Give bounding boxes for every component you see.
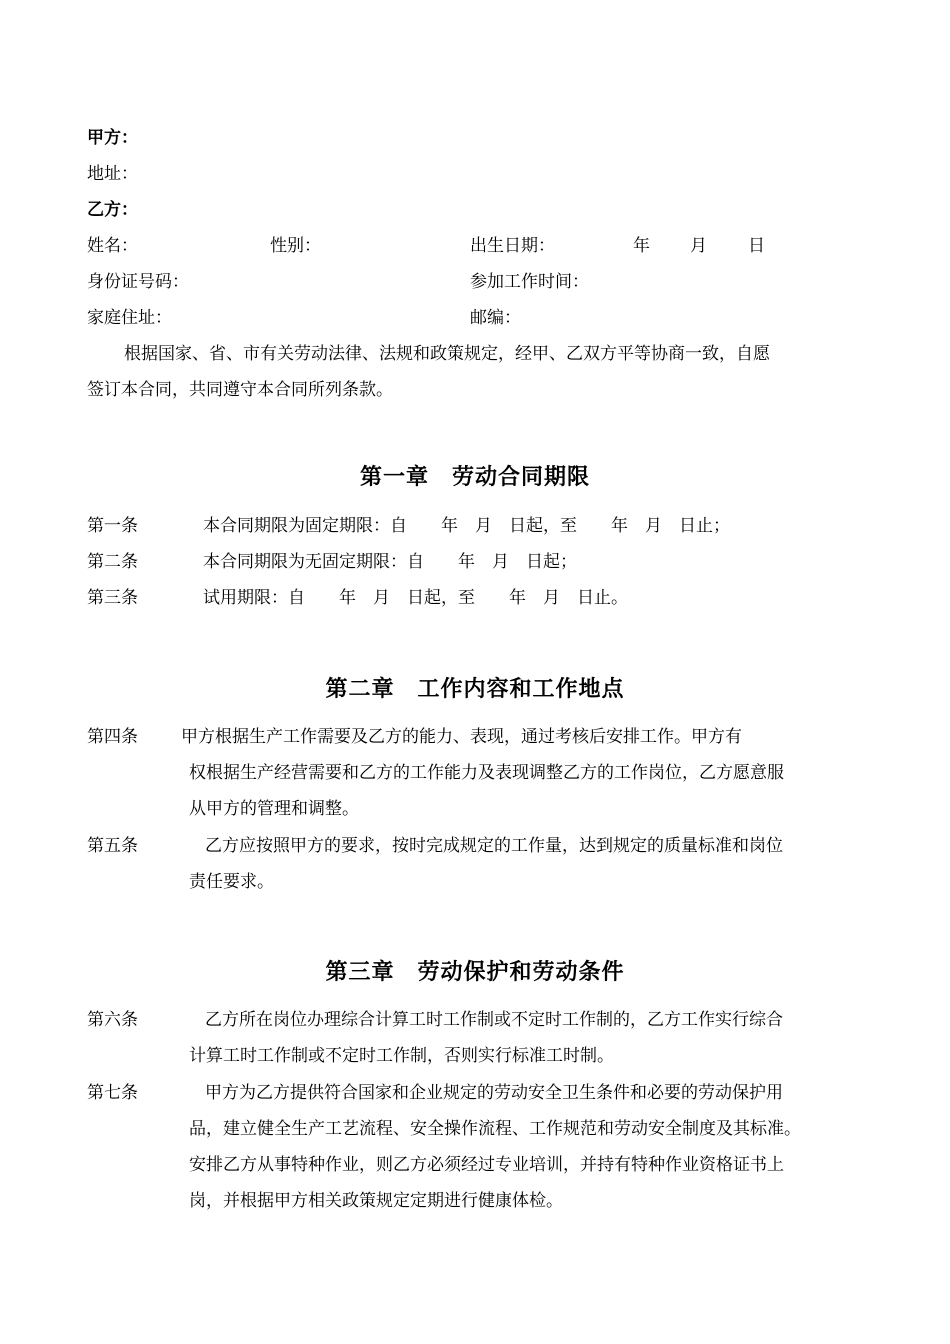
- chapter-2-title: 第二章 工作内容和工作地点: [325, 677, 625, 702]
- work-start-label: 参加工作时间：: [470, 272, 589, 292]
- article-5-number: 第五条: [87, 836, 138, 856]
- article-3-number: 第三条: [87, 588, 138, 608]
- name-label: 姓名：: [87, 236, 138, 256]
- birth-day-label: 日: [748, 236, 765, 256]
- article-1-text: 本合同期限为固定期限：自 年 月 日起，至 年 月 日止；: [203, 516, 730, 536]
- article-1-number: 第一条: [87, 516, 138, 536]
- article-6-number: 第六条: [87, 1010, 138, 1030]
- article-7-number: 第七条: [87, 1083, 138, 1103]
- article-7-line-2: 品，建立健全生产工艺流程、安全操作流程、工作规范和劳动安全制度及其标准。: [189, 1119, 801, 1139]
- preamble-line-2: 签订本合同，共同遵守本合同所列条款。: [87, 380, 393, 400]
- article-2-text: 本合同期限为无固定期限：自 年 月 日起；: [203, 552, 577, 572]
- chapter-3-title: 第三章 劳动保护和劳动条件: [325, 960, 625, 985]
- article-4-line-2: 权根据生产经营需要和乙方的工作能力及表现调整乙方的工作岗位，乙方愿意服: [189, 763, 784, 783]
- article-6-line-2: 计算工时工作制或不定时工作制，否则实行标准工时制。: [189, 1046, 614, 1066]
- article-6-line-1: 乙方所在岗位办理综合计算工时工作制或不定时工作制的，乙方工作实行综合: [205, 1010, 783, 1030]
- article-5-line-1: 乙方应按照甲方的要求，按时完成规定的工作量，达到规定的质量标准和岗位: [205, 836, 783, 856]
- article-3-text: 试用期限：自 年 月 日起，至 年 月 日止。: [203, 588, 628, 608]
- party-b-label: 乙方：: [87, 200, 138, 220]
- article-4-line-1: 甲方根据生产工作需要及乙方的能力、表现，通过考核后安排工作。甲方有: [181, 727, 742, 747]
- id-number-label: 身份证号码：: [87, 272, 189, 292]
- party-a-address-label: 地址：: [87, 164, 138, 184]
- postcode-label: 邮编：: [470, 308, 521, 328]
- birth-month-label: 月: [690, 236, 707, 256]
- article-4-line-3: 从甲方的管理和调整。: [189, 799, 359, 819]
- birth-date-label: 出生日期：: [470, 236, 555, 256]
- article-7-line-3: 安排乙方从事特种作业，则乙方必须经过专业培训，并持有特种作业资格证书上: [189, 1155, 784, 1175]
- article-2-number: 第二条: [87, 552, 138, 572]
- home-address-label: 家庭住址：: [87, 308, 172, 328]
- article-5-line-2: 责任要求。: [189, 872, 274, 892]
- article-7-line-4: 岗，并根据甲方相关政策规定定期进行健康体检。: [189, 1191, 563, 1211]
- gender-label: 性别：: [270, 236, 321, 256]
- article-4-number: 第四条: [87, 727, 138, 747]
- article-7-line-1: 甲方为乙方提供符合国家和企业规定的劳动安全卫生条件和必要的劳动保护用: [205, 1083, 783, 1103]
- party-a-label: 甲方：: [87, 128, 138, 148]
- preamble-line-1: 根据国家、省、市有关劳动法律、法规和政策规定，经甲、乙双方平等协商一致，自愿: [124, 344, 770, 364]
- birth-year-label: 年: [633, 236, 650, 256]
- chapter-1-title: 第一章 劳动合同期限: [359, 465, 590, 490]
